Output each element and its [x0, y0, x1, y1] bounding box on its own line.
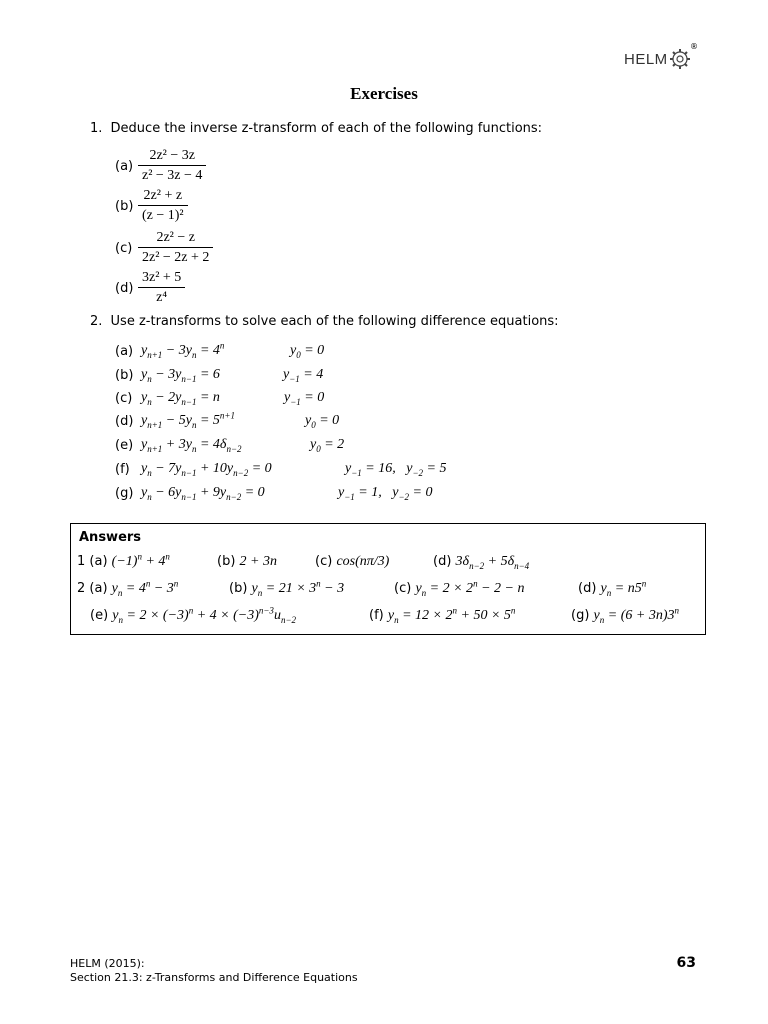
question-number: 1. — [90, 121, 103, 136]
item-label: (f) — [115, 462, 130, 477]
answer-expression: $y_n = 2 \times 2^n - 2 - n$ — [415, 578, 525, 598]
difference-equation: $y_{n+1} + 3y_n = 4\delta_{n-2}$ — [141, 437, 242, 454]
footer — [70, 957, 358, 985]
answer-line-1 — [217, 554, 277, 570]
page-number: 63 — [676, 955, 696, 971]
answer-line-1 — [315, 554, 389, 570]
item-label: (d) — [115, 414, 134, 429]
answer-label: (d) — [433, 554, 452, 569]
initial-condition: $y_{-1} = 16$, $y_{-2} = 5$ — [345, 461, 447, 478]
item-label: (d) — [115, 281, 134, 296]
numerator: 2z² + z — [138, 187, 188, 206]
answer-expression: $(-1)^n + 4^n$ — [111, 551, 170, 569]
fraction-d — [138, 269, 185, 306]
question-text: Use z-transforms to solve each of the following difference equations: — [110, 314, 559, 329]
answer-line-2 — [578, 578, 647, 598]
page-title: Exercises — [350, 84, 418, 103]
answer-label: 1 (a) — [77, 554, 108, 569]
fraction-b — [138, 187, 188, 224]
denominator: 2z² − 2z + 2 — [142, 250, 210, 265]
answer-expression: $y_n = (6 + 3n)3^n$ — [593, 605, 679, 625]
item-label: (c) — [115, 391, 133, 406]
initial-condition: $y_{-1} = 4$ — [283, 367, 324, 384]
answer-line-3 — [571, 605, 679, 625]
initial-condition: $y_0 = 2$ — [310, 437, 345, 454]
difference-equation: $y_n - 2y_{n-1} = n$ — [141, 390, 220, 407]
initial-condition: $y_0 = 0$ — [290, 343, 325, 360]
answer-label: (g) — [571, 608, 590, 623]
answer-label: (c) — [394, 581, 412, 596]
fraction-a — [138, 147, 206, 184]
difference-equation: $y_n - 3y_{n-1} = 6$ — [141, 367, 220, 384]
difference-equation: $y_{n+1} - 5y_n = 5^{n+1}$ — [141, 410, 235, 430]
helm-logo — [624, 44, 696, 74]
question-1 — [90, 121, 542, 136]
numerator: 2z² − 3z — [138, 147, 206, 166]
answer-label: (f) — [369, 608, 384, 623]
answer-line-2 — [394, 578, 525, 598]
answer-line-3 — [369, 605, 516, 625]
answer-expression: $y_n = 12 \times 2^n + 50 \times 5^n$ — [387, 605, 516, 625]
answer-label: (d) — [578, 581, 597, 596]
difference-equation: $y_n - 6y_{n-1} + 9y_{n-2} = 0$ — [141, 485, 265, 502]
numerator: 2z² − z — [138, 229, 213, 248]
logo-text: HELM — [624, 51, 668, 68]
difference-equation: $y_n - 7y_{n-1} + 10y_{n-2} = 0$ — [141, 461, 272, 478]
answer-line-3 — [90, 605, 297, 625]
answer-label: (b) — [217, 554, 236, 569]
item-label: (a) — [115, 159, 134, 174]
numerator: 3z² + 5 — [138, 269, 185, 288]
answers-box — [70, 523, 706, 635]
footer-section: Section 21.3: z-Transforms and Difference Equations — [70, 971, 358, 984]
answer-expression: $3\delta_{n-2} + 5\delta_{n-4}$ — [455, 554, 530, 571]
item-label: (b) — [115, 199, 134, 214]
answer-line-2 — [229, 578, 345, 598]
answer-expression: $y_n = 21 \times 3^n - 3$ — [251, 578, 345, 598]
answer-line-1 — [77, 551, 170, 570]
answer-expression: cos(nπ/3) — [336, 554, 390, 569]
answer-line-1 — [433, 554, 529, 570]
item-label: (e) — [115, 438, 134, 453]
answer-line-2 — [77, 578, 179, 598]
denominator: z² − 3z − 4 — [142, 168, 203, 183]
answer-expression: $y_n = 4^n - 3^n$ — [111, 578, 179, 598]
question-number: 2. — [90, 314, 103, 329]
denominator: (z − 1)² — [142, 208, 184, 223]
item-label: (g) — [115, 486, 134, 501]
answer-label: (e) — [90, 608, 109, 623]
difference-equation: $y_{n+1} - 3y_n = 4^n$ — [141, 340, 225, 360]
initial-condition: $y_{-1} = 1$, $y_{-2} = 0$ — [338, 485, 433, 502]
answers-heading: Answers — [79, 530, 142, 545]
initial-condition: $y_0 = 0$ — [305, 413, 340, 430]
denominator: z⁴ — [156, 290, 168, 305]
answer-label: (c) — [315, 554, 333, 569]
item-label: (b) — [115, 368, 134, 383]
question-text: Deduce the inverse z-transform of each of the following functions: — [110, 121, 543, 136]
answer-expression: $y_n = n5^n$ — [600, 578, 647, 598]
item-label: (a) — [115, 344, 134, 359]
answer-expression: $y_n = 2 \times (-3)^n + 4 \times (-3)^{n-3}u_{n-2}$ — [112, 605, 297, 625]
fraction-c — [138, 229, 213, 266]
footer-source: HELM (2015): — [70, 957, 145, 970]
question-2 — [90, 314, 559, 329]
answer-label: (b) — [229, 581, 248, 596]
item-label: (c) — [115, 241, 133, 256]
registered-mark: ® — [690, 42, 698, 51]
initial-condition: $y_{-1} = 0$ — [284, 390, 325, 407]
answer-expression: 2 + 3n — [239, 554, 277, 569]
answer-label: 2 (a) — [77, 581, 108, 596]
